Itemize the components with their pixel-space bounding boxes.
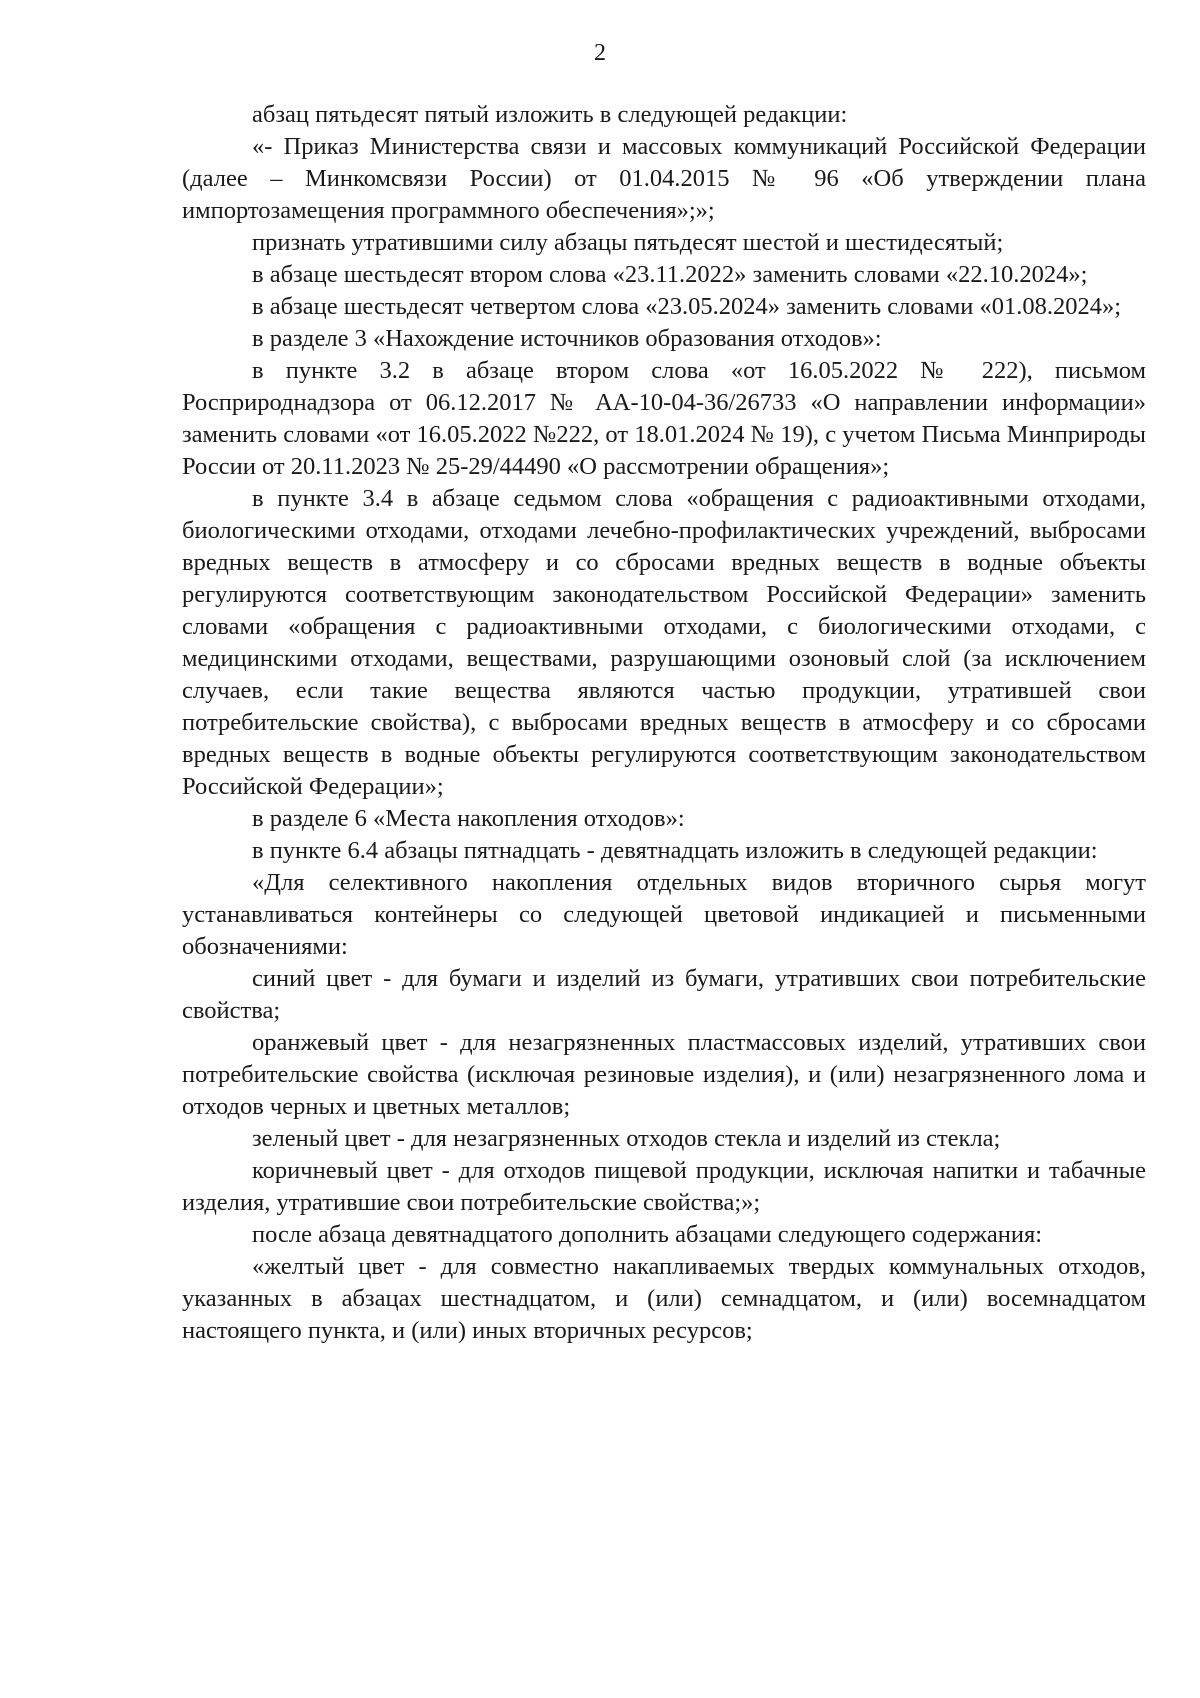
paragraph: «желтый цвет - для совместно накапливаемых твердых коммунальных отходов, указанных в абзацах шестнадцатом, и (или) семнадцатом, и (или) восемнадцатом настоящего пункта, и (или) иных вторичных ресурсов; xyxy=(182,1253,1146,1344)
paragraph: в пункте 3.4 в абзаце седьмом слова «обращения с радиоактивными отходами, биологическими отходами, отходами лечебно-профилактических учреждений, выбросами вредных веществ в атмосферу и со сбросами вредных веществ в водные объекты регулируются соответствующим законодательством Российской Федерации» заменить словами «обращения с радиоактивными отходами, с биологическими отходами, с медицинскими отходами, веществами, разрушающими озоновый слой (за исключением случаев, если такие вещества являются частью продукции, утратившей свои потребительские свойства), с выбросами вредных веществ в атмосферу и со сбросами вредных веществ в водные объекты регулируются соответствующим законодательством Российской Федерации»; xyxy=(182,485,1146,800)
paragraph: в разделе 3 «Нахождение источников образования отходов»: xyxy=(252,325,882,352)
paragraph: «- Приказ Министерства связи и массовых коммуникаций Российской Федерации (далее – Минкомсвязи России) от 01.04.2015 № 96 «Об утверждении плана импортозамещения программного обеспечения»;»; xyxy=(182,133,1146,224)
paragraph: синий цвет - для бумаги и изделий из бумаги, утративших свои потребительские свойства; xyxy=(182,965,1146,1024)
paragraph: «Для селективного накопления отдельных видов вторичного сырья могут устанавливаться контейнеры со следующей цветовой индикацией и письменными обозначениями: xyxy=(182,869,1146,960)
paragraph: в разделе 6 «Места накопления отходов»: xyxy=(252,805,685,832)
paragraph: абзац пятьдесят пятый изложить в следующей редакции: xyxy=(252,101,848,128)
paragraph: коричневый цвет - для отходов пищевой продукции, исключая напитки и табачные изделия, утратившие свои потребительские свойства;»; xyxy=(182,1157,1146,1216)
paragraph: признать утратившими силу абзацы пятьдесят шестой и шестидесятый; xyxy=(252,229,1004,256)
paragraph: зеленый цвет - для незагрязненных отходов стекла и изделий из стекла; xyxy=(252,1125,1001,1152)
page-number: 2 xyxy=(594,40,606,66)
document-body xyxy=(182,99,1146,1347)
paragraph: в абзаце шестьдесят четвертом слова «23.05.2024» заменить словами «01.08.2024»; xyxy=(252,293,1122,320)
paragraph: в абзаце шестьдесят втором слова «23.11.2022» заменить словами «22.10.2024»; xyxy=(252,261,1088,288)
paragraph: в пункте 6.4 абзацы пятнадцать - девятнадцать изложить в следующей редакции: xyxy=(252,837,1098,864)
paragraph: в пункте 3.2 в абзаце втором слова «от 16.05.2022 № 222), письмом Росприроднадзора от 06.12.2017 № АА-10-04-36/26733 «О направлении информации» заменить словами «от 16.05.2022 №222, от 18.01.2024 № 19), с учетом Письма Минприроды России от 20.11.2023 № 25-29/44490 «О рассмотрении обращения»; xyxy=(182,357,1146,480)
paragraph: после абзаца девятнадцатого дополнить абзацами следующего содержания: xyxy=(252,1221,1043,1248)
paragraph: оранжевый цвет - для незагрязненных пластмассовых изделий, утративших свои потребительские свойства (исключая резиновые изделия), и (или) незагрязненного лома и отходов черных и цветных металлов; xyxy=(182,1029,1146,1120)
